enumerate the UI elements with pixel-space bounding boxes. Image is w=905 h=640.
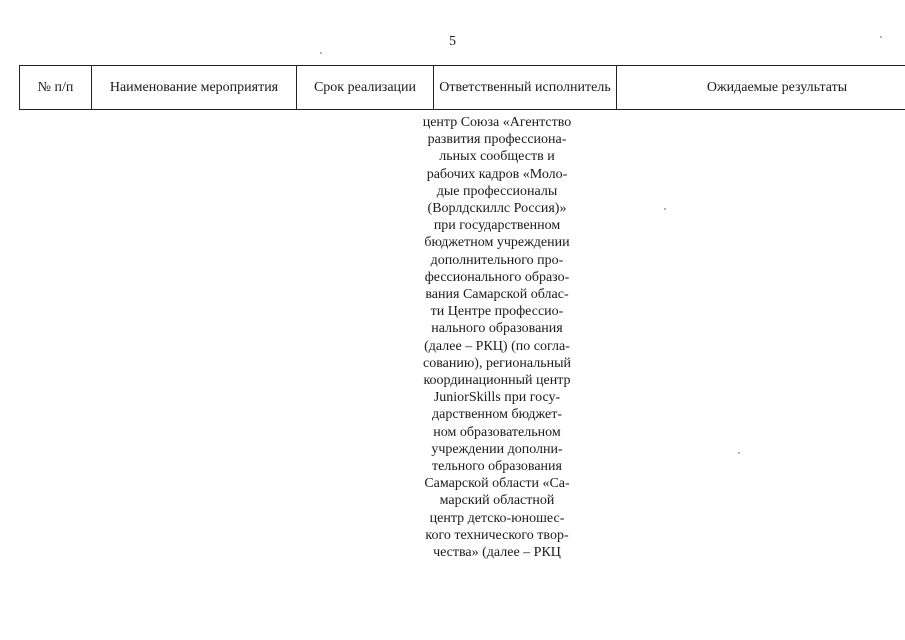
header-expected-results: Ожидаемые результаты [617,66,905,110]
executor-text-line: Самарской области «Са- [424,476,570,492]
executor-text-line: вания Самарской облас- [425,287,569,303]
executor-text-line: льных сообществ и [439,149,555,165]
executor-text-line: тельного образования [432,459,562,475]
executor-cell-text [400,114,594,561]
scan-speck [320,52,322,54]
executor-text-line: марский областной [439,493,555,509]
page-number: 5 [449,34,456,49]
header-activity-name: Наименование мероприятия [92,66,297,110]
scan-speck [664,208,666,210]
table-header-row [20,66,905,110]
executor-text-line: дополнительного про- [430,252,564,268]
scan-speck [880,36,882,38]
executor-text-line: учреждении дополни- [431,441,563,457]
executor-text-line: рабочих кадров «Моло- [426,166,568,182]
scan-speck [738,452,740,454]
executor-text-line: нального образования [431,321,563,337]
executor-text-line: чества» (далее – РКЦ [433,545,561,561]
executor-text-line: ном образовательном [433,424,561,440]
executor-text-line: (далее – РКЦ) (по согла- [424,338,570,354]
header-term: Срок реализации [297,66,434,110]
executor-text-line: дые профессионалы [436,183,558,199]
header-executor: Ответственный исполнитель [434,66,617,110]
executor-text-line: дарственном бюджет- [432,407,562,423]
executor-text-line: бюджетном учреждении [424,235,570,251]
executor-text-line: при государственном [433,218,561,234]
executor-text-line: фессионального образо- [424,269,570,285]
executor-text-line: сованию), региональный [423,355,571,371]
executor-text-line: JuniorSkills при госу- [433,390,561,406]
executor-text-line: координационный центр [423,373,571,389]
executor-text-line: центр детско-юношес- [429,510,565,526]
executor-text-line: (Ворлдскиллс Россия)» [427,201,567,217]
executor-text-line: центр Союза «Агентство [422,115,572,130]
header-number: № п/п [20,66,92,110]
activities-table [19,65,905,110]
executor-text-line: кого технического твор- [425,527,569,543]
executor-text-line: развития профессиона- [427,132,567,148]
executor-text-line: ти Центре профессио- [430,304,564,320]
